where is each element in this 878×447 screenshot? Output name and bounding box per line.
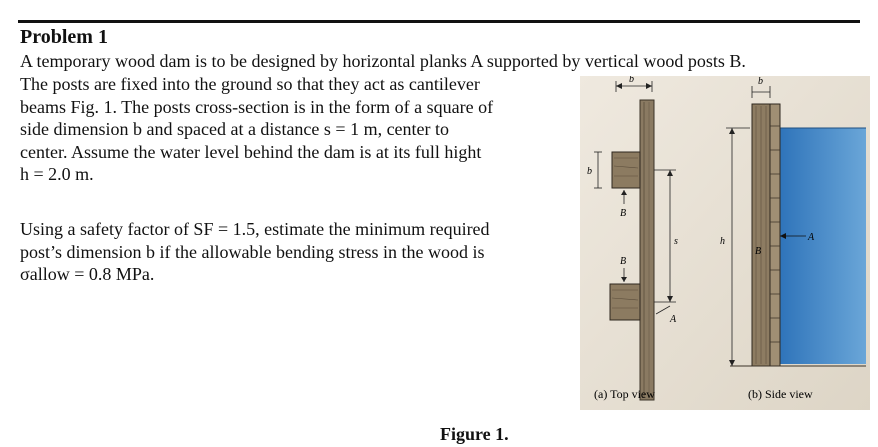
problem-line-2: The posts are fixed into the ground so that they act as cantilever — [20, 74, 480, 94]
planks-a-side — [770, 104, 780, 366]
dam-figure — [580, 76, 870, 410]
problem-line-4: side dimension b and spaced at a distance s = 1 m, center to — [20, 119, 450, 139]
label-a-side: A — [808, 232, 815, 243]
label-s: s — [674, 236, 678, 247]
label-b-side: B — [755, 246, 762, 257]
question-line-1: Using a safety factor of SF = 1.5, estimate the minimum required — [20, 219, 490, 239]
label-b-side-top: b — [758, 76, 763, 87]
water-region — [780, 128, 866, 364]
plank-a-top-view — [640, 100, 654, 400]
top-view-caption: (a) Top view — [594, 387, 655, 401]
problem-line-6: h = 2.0 m. — [20, 164, 94, 184]
side-view-caption: (b) Side view — [748, 387, 813, 401]
label-b-lower: B — [620, 256, 627, 267]
figure-caption: Figure 1. — [440, 424, 509, 444]
question-line-3: σallow = 0.8 MPa. — [20, 264, 155, 284]
post-b-lower — [610, 284, 640, 320]
problem-title: Problem 1 — [20, 26, 108, 48]
label-h: h — [720, 236, 725, 247]
question-line-2: post’s dimension b if the allowable bending stress in the wood is — [20, 241, 485, 262]
label-b-upper: B — [620, 208, 627, 219]
label-b-top: b — [629, 76, 634, 85]
problem-line-3: beams Fig. 1. The posts cross-section is in the form of a square of — [20, 96, 494, 117]
problem-statement — [20, 73, 565, 186]
problem-line-5: center. Assume the water level behind the dam is at its full hight — [20, 141, 482, 162]
problem-line-1: A temporary wood dam is to be designed by horizontal planks A supported by vertical wood posts B. — [20, 51, 746, 71]
top-rule — [18, 20, 860, 23]
question-text — [20, 218, 565, 286]
post-b-upper — [612, 152, 640, 188]
label-b-left: b — [587, 166, 592, 177]
label-a-top: A — [670, 314, 677, 325]
